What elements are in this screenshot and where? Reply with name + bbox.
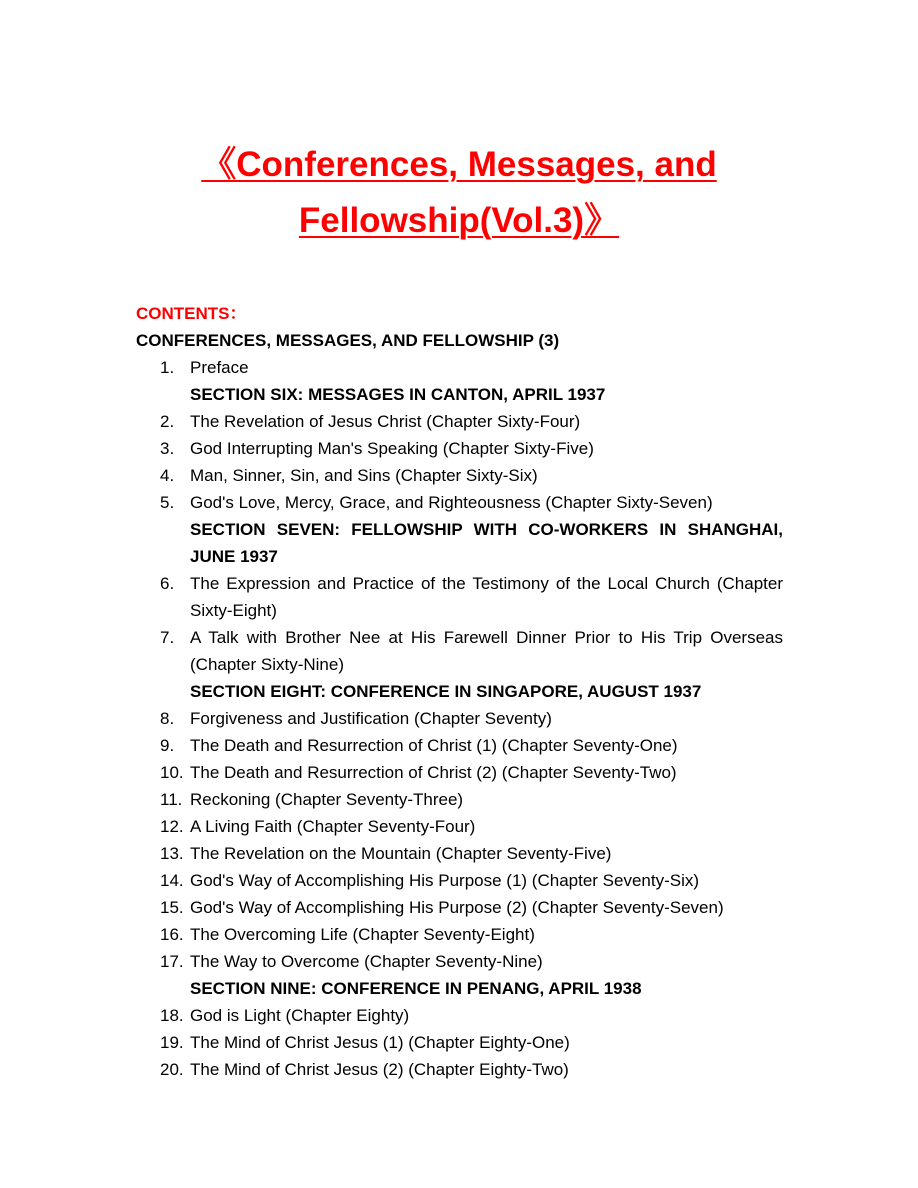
toc-item-number: 19.	[160, 1033, 184, 1052]
toc-item-link[interactable]: The Mind of Christ Jesus (1) (Chapter Eighty-One)	[190, 1033, 570, 1052]
contents-label: CONTENTS：	[136, 304, 247, 323]
toc-item-link[interactable]: God is Light (Chapter Eighty)	[190, 1006, 410, 1025]
toc-item[interactable]	[136, 813, 783, 840]
toc-item-number: 14.	[160, 871, 184, 890]
toc-item-number: 18.	[160, 1006, 184, 1025]
toc-list	[136, 354, 783, 1083]
toc-item[interactable]	[136, 354, 783, 381]
toc-item-link[interactable]: The Death and Resurrection of Christ (1) (Chapter Seventy-One)	[190, 736, 678, 755]
toc-item-link[interactable]: God's Way of Accomplishing His Purpose (2) (Chapter Seventy-Seven)	[190, 898, 724, 917]
toc-item-link[interactable]: God's Love, Mercy, Grace, and Righteousness (Chapter Sixty-Seven)	[190, 493, 713, 512]
document-title[interactable]: 《Conferences, Messages, and Fellowship(Vol.3)》	[201, 145, 717, 240]
toc-item-link[interactable]: Preface	[190, 358, 249, 377]
toc-item[interactable]	[136, 489, 783, 516]
toc-item[interactable]	[136, 867, 783, 894]
toc-item[interactable]	[136, 786, 783, 813]
toc-item-number: 5.	[160, 493, 175, 512]
toc-item[interactable]	[136, 732, 783, 759]
toc-section-heading: SECTION NINE: CONFERENCE IN PENANG, APRIL 1938	[190, 979, 642, 998]
toc-item-number: 12.	[160, 817, 184, 836]
toc-item[interactable]	[136, 1029, 783, 1056]
toc-item[interactable]	[136, 408, 783, 435]
toc-item-link[interactable]: A Living Faith (Chapter Seventy-Four)	[190, 817, 476, 836]
toc-section-heading: SECTION EIGHT: CONFERENCE IN SINGAPORE, AUGUST 1937	[190, 682, 702, 701]
toc-item-link[interactable]: The Mind of Christ Jesus (2) (Chapter Eighty-Two)	[190, 1060, 569, 1079]
toc-item-number: 4.	[160, 466, 175, 485]
book-heading: CONFERENCES, MESSAGES, AND FELLOWSHIP (3)	[136, 331, 560, 350]
toc-item-number: 10.	[160, 763, 184, 782]
toc-item-link[interactable]: A Talk with Brother Nee at His Farewell Dinner Prior to His Trip Overseas (Chapter Sixty-Nine)	[190, 628, 783, 674]
toc-item-link[interactable]: The Revelation of Jesus Christ (Chapter Sixty-Four)	[190, 412, 581, 431]
toc-item-link[interactable]: Reckoning (Chapter Seventy-Three)	[190, 790, 464, 809]
toc-item-number: 2.	[160, 412, 175, 431]
toc-item-link[interactable]: The Death and Resurrection of Christ (2) (Chapter Seventy-Two)	[190, 763, 677, 782]
toc-item-number: 15.	[160, 898, 184, 917]
toc-item-number: 9.	[160, 736, 175, 755]
toc-item[interactable]	[136, 921, 783, 948]
toc-item[interactable]	[136, 759, 783, 786]
toc-item-number: 3.	[160, 439, 175, 458]
toc-item-link[interactable]: Forgiveness and Justification (Chapter Seventy)	[190, 709, 552, 728]
toc-item-number: 20.	[160, 1060, 184, 1079]
toc-item[interactable]	[136, 435, 783, 462]
toc-item[interactable]	[136, 624, 783, 678]
toc-item-link[interactable]: The Way to Overcome (Chapter Seventy-Nine)	[190, 952, 543, 971]
toc-item-link[interactable]: The Overcoming Life (Chapter Seventy-Eight)	[190, 925, 535, 944]
table-of-contents	[136, 300, 783, 1083]
toc-item-number: 8.	[160, 709, 175, 728]
toc-item-link[interactable]: God Interrupting Man's Speaking (Chapter Sixty-Five)	[190, 439, 594, 458]
toc-item[interactable]	[136, 1056, 783, 1083]
toc-item[interactable]	[136, 948, 783, 975]
toc-item-link[interactable]: Man, Sinner, Sin, and Sins (Chapter Sixty-Six)	[190, 466, 538, 485]
toc-item[interactable]	[136, 840, 783, 867]
toc-item[interactable]	[136, 462, 783, 489]
toc-item-number: 17.	[160, 952, 184, 971]
toc-item[interactable]	[136, 570, 783, 624]
toc-item[interactable]	[136, 705, 783, 732]
toc-item-number: 11.	[160, 790, 183, 809]
toc-item-number: 7.	[160, 628, 175, 647]
toc-section-heading: SECTION SIX: MESSAGES IN CANTON, APRIL 1937	[190, 385, 606, 404]
toc-item-number: 6.	[160, 574, 175, 593]
toc-item-link[interactable]: The Expression and Practice of the Testimony of the Local Church (Chapter Sixty-Eight)	[190, 574, 783, 620]
toc-item[interactable]	[136, 1002, 783, 1029]
toc-item-number: 16.	[160, 925, 184, 944]
toc-item-number: 1.	[160, 358, 175, 377]
toc-item-number: 13.	[160, 844, 184, 863]
toc-item-link[interactable]: God's Way of Accomplishing His Purpose (1) (Chapter Seventy-Six)	[190, 871, 700, 890]
toc-item-link[interactable]: The Revelation on the Mountain (Chapter Seventy-Five)	[190, 844, 612, 863]
toc-section-heading: SECTION SEVEN: FELLOWSHIP WITH CO-WORKERS IN SHANGHAI, JUNE 1937	[190, 520, 783, 566]
toc-item[interactable]	[136, 894, 783, 921]
